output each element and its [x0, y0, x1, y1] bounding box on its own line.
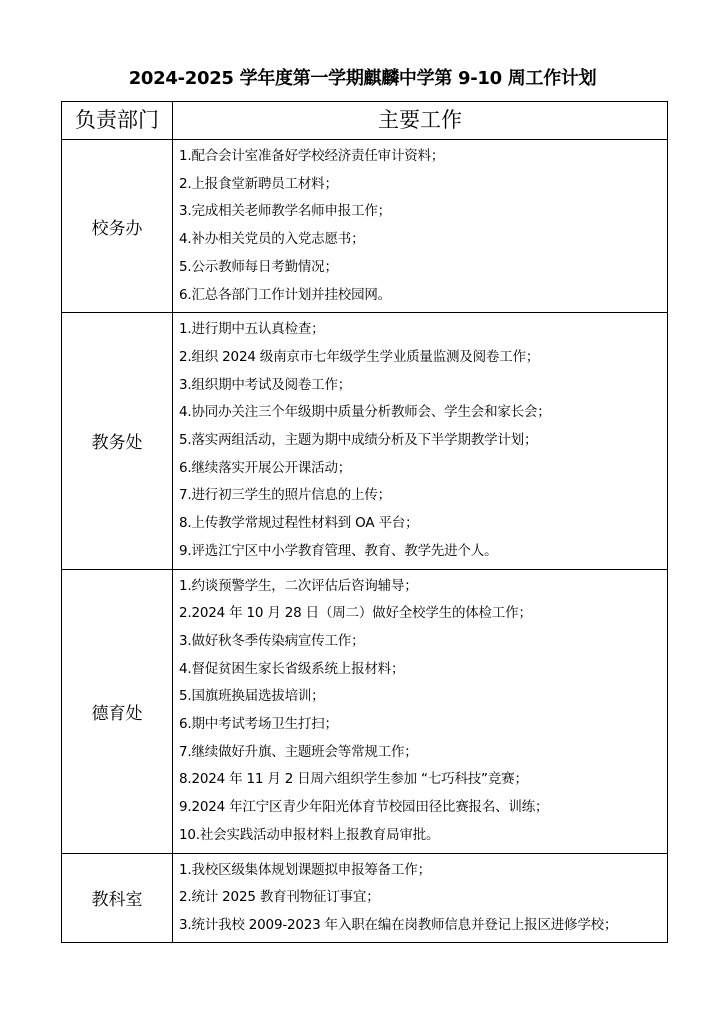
- work-item: 1.约谈预警学生，二次评估后咨询辅导；: [179, 577, 418, 594]
- department-name: 教务处: [62, 313, 173, 569]
- work-item: 6.继续落实开展公开课活动；: [179, 459, 352, 476]
- work-item: 1.我校区级集体规划课题拟申报筹备工作；: [179, 861, 431, 878]
- work-item: 5.公示教师每日考勤情况；: [179, 258, 338, 275]
- work-item: 2.组织 2024 级南京市七年级学生学业质量监测及阅卷工作；: [179, 348, 540, 365]
- work-item: 9.2024 年江宁区青少年阳光体育节校园田径比赛报名、训练；: [179, 799, 549, 816]
- work-plan-table: [61, 101, 668, 943]
- table-header-row: [62, 102, 668, 140]
- work-item: 1.进行期中五认真检查；: [179, 321, 325, 338]
- header-department: 负责部门: [62, 102, 173, 140]
- work-list: [173, 140, 668, 313]
- work-item: 4.督促贫困生家长省级系统上报材料；: [179, 660, 405, 677]
- section-row-moral-education: [62, 569, 668, 853]
- work-item: 8.上传教学常规过程性材料到 OA 平台；: [179, 515, 419, 532]
- work-item: 5.落实两组活动，主题为期中成绩分析及下半学期教学计划；: [179, 432, 538, 449]
- work-item: 6.汇总各部门工作计划并挂校园网。: [179, 286, 391, 303]
- work-item: 5.国旗班换届选拔培训；: [179, 688, 325, 705]
- section-row-academic-affairs: [62, 313, 668, 569]
- department-name: 德育处: [62, 569, 173, 853]
- department-name: 教科室: [62, 853, 173, 942]
- work-item: 2.2024 年 10 月 28 日（周二）做好全校学生的体检工作；: [179, 605, 532, 622]
- document-title: 2024-2025 学年度第一学期麒麟中学第 9-10 周工作计划: [128, 68, 597, 89]
- work-list: [173, 313, 668, 569]
- department-name: 校务办: [62, 140, 173, 313]
- work-item: 9.评选江宁区中小学教育管理、教育、教学先进个人。: [179, 542, 498, 559]
- work-item: 7.继续做好升旗、主题班会等常规工作；: [179, 743, 418, 760]
- section-row-research-office: [62, 853, 668, 942]
- work-item: 8.2024 年 11 月 2 日周六组织学生参加 “七巧科技”竞赛；: [179, 771, 528, 788]
- header-work: 主要工作: [173, 102, 668, 140]
- work-item: 3.统计我校 2009-2023 年入职在编在岗教师信息并登记上报区进修学校；: [179, 916, 618, 933]
- work-item: 1.配合会计室准备好学校经济责任审计资料；: [179, 148, 445, 164]
- work-item: 10.社会实践活动申报材料上报教育局审批。: [179, 826, 440, 843]
- work-list: [173, 853, 668, 942]
- work-item: 3.组织期中考试及阅卷工作；: [179, 376, 352, 393]
- work-item: 4.补办相关党员的入党志愿书；: [179, 231, 365, 248]
- work-item: 6.期中考试考场卫生打扫；: [179, 716, 338, 733]
- work-item: 2.统计 2025 教育刊物征订事宜；: [179, 889, 380, 906]
- work-item: 7.进行初三学生的照片信息的上传；: [179, 487, 391, 504]
- work-list: [173, 569, 668, 853]
- work-item: 2.上报食堂新聘员工材料；: [179, 175, 338, 192]
- work-item: 4.协同办关注三个年级期中质量分析教师会、学生会和家长会；: [179, 404, 551, 421]
- work-item: 3.完成相关老师教学名师申报工作；: [179, 203, 391, 220]
- work-item: 3.做好秋冬季传染病宣传工作；: [179, 632, 365, 649]
- section-row-admin-office: [62, 140, 668, 313]
